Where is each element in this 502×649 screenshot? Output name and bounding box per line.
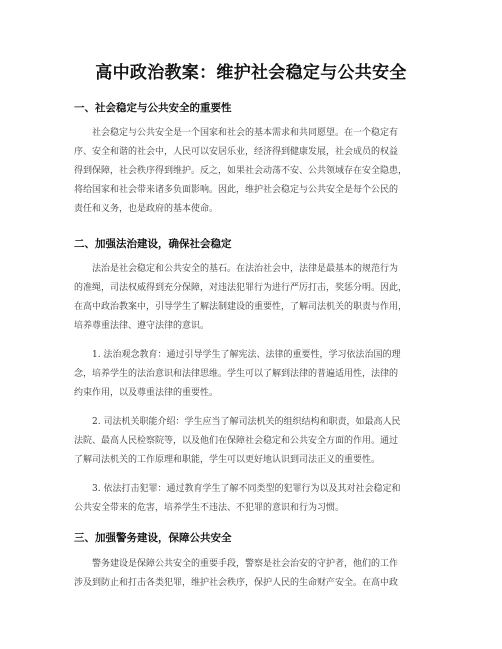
paragraph-line: 社会稳定与公共安全是一个国家和社会的基本需求和共同愿望。在一个稳定有	[92, 128, 399, 138]
list-item-line: 念，培养学生的法治意识和法律思维。学生可以了解到法律的普遍适用性，法律的	[74, 369, 399, 379]
list-item-line: 约束作用，以及尊重法律的重要性。	[74, 388, 219, 398]
paragraph-line: 警务建设是保障公共安全的重要手段，警察是社会治安的守护者，他们的工作	[92, 559, 399, 569]
list-item-line: 公共安全带来的危害，培养学生不违法、不犯罪的意识和行为习惯。	[74, 503, 345, 513]
list-item-line: 了解司法机关的工作原理和职能，学生可以更好地认识到司法正义的重要性。	[74, 455, 381, 465]
paragraph-line: 责任和义务，也是政府的基本使命。	[74, 204, 219, 214]
paragraph-line: 的准绳，司法权威得到充分保障，对违法犯罪行为进行严厉打击，奖惩分明。因此，	[74, 283, 408, 293]
section-heading-2: 二、加强法治建设，确保社会稳定	[74, 238, 232, 250]
paragraph-line: 得到保障，社会秩序得到维护。反之，如果社会动荡不安、公共领域存在安全隐患，	[74, 166, 408, 176]
paragraph-line: 培养尊重法律、遵守法律的意识。	[74, 321, 210, 331]
paragraph-line: 在高中政治教案中，引导学生了解法制建设的重要性，了解司法机关的职责与作用，	[74, 302, 408, 312]
paragraph-line: 将给国家和社会带来诸多负面影响。因此，维护社会稳定与公共安全是每个公民的	[74, 185, 399, 195]
paragraph-line: 序、安全和谐的社会中，人民可以安居乐业，经济得到健康发展，社会成员的权益	[74, 147, 399, 157]
section-heading-1: 一、社会稳定与公共安全的重要性	[74, 102, 232, 114]
list-item-line: 3. 依法打击犯罪：通过教育学生了解不同类型的犯罪行为以及其对社会稳定和	[92, 484, 401, 494]
paragraph-line: 法治是社会稳定和公共安全的基石。在法治社会中，法律是最基本的规范行为	[92, 264, 399, 274]
document-title: 高中政治教案：维护社会稳定与公共安全	[95, 63, 407, 83]
list-item-line: 2. 司法机关职能介绍：学生应当了解司法机关的组织结构和职责，如最高人民	[92, 417, 401, 427]
paragraph-line: 涉及到防止和打击各类犯罪，维护社会秩序，保护人民的生命财产安全。在高中政	[74, 578, 399, 588]
list-item-line: 1. 法治观念教育：通过引导学生了解宪法、法律的重要性，学习依法治国的理	[92, 350, 401, 360]
section-heading-3: 三、加强警务建设，保障公共安全	[74, 532, 232, 544]
list-item-line: 法院、最高人民检察院等，以及他们在保障社会稳定和公共安全方面的作用。通过	[74, 436, 399, 446]
